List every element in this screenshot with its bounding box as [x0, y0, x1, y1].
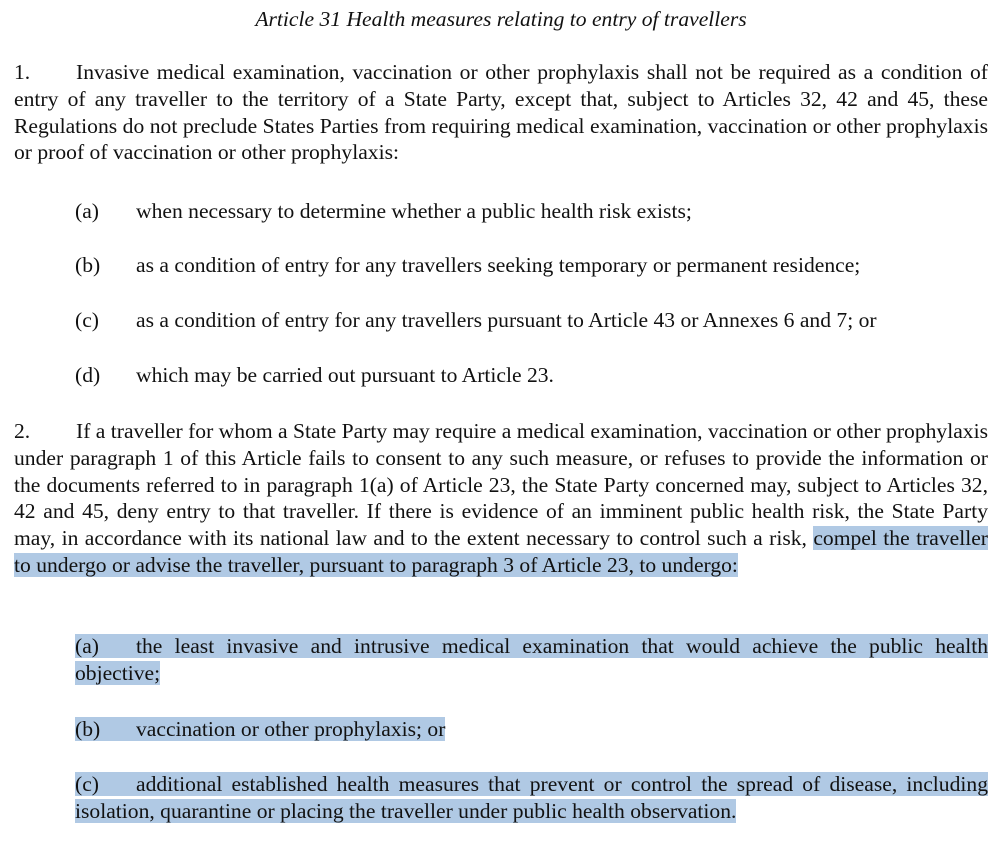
paragraph-1-item-b	[75, 252, 988, 279]
item-label: (c)	[75, 308, 99, 332]
item-label: (a)	[75, 199, 99, 223]
paragraph-2-number: 2.	[14, 419, 31, 443]
item-text: the least invasive and intrusive medical examination that would achieve the public health objective;	[75, 634, 988, 685]
highlighted-text: compel the traveller to undergo or advise the traveller, pursuant to paragraph 3 of Article 23, to undergo:	[14, 526, 988, 577]
item-text: as a condition of entry for any travellers seeking temporary or permanent residence;	[136, 253, 861, 277]
item-text: which may be carried out pursuant to Article 23.	[136, 363, 554, 387]
article-title: Article 31 Health measures relating to entry of travellers	[255, 7, 747, 31]
item-text: vaccination or other prophylaxis; or	[136, 717, 446, 741]
item-text: additional established health measures that prevent or control the spread of disease, including isolation, quarantine or placing the traveller under public health observation.	[75, 772, 988, 823]
item-text: when necessary to determine whether a public health risk exists;	[136, 199, 692, 223]
item-label: (a)	[75, 634, 99, 658]
highlighted-item-text	[75, 634, 988, 685]
highlighted-item-text	[75, 772, 988, 823]
paragraph-1-number: 1.	[14, 60, 31, 84]
paragraph-2-text: If a traveller for whom a State Party may require a medical examination, vaccination or other prophylaxis under paragraph 1 of this Article fails to consent to any such measure, or refuses to provide the information or the documents referred to in paragraph 1(a) of Article 23, the State Party concerned may, subject to Articles 32, 42 and 45, deny entry to that traveller. If there is evidence of an imminent public health risk, the State Party may, in accordance with its national law and to the extent necessary to control such a risk,	[14, 419, 988, 551]
paragraph-2-item-b	[75, 716, 988, 743]
paragraph-1	[14, 59, 988, 166]
paragraph-2-item-c	[75, 771, 988, 825]
item-label: (b)	[75, 253, 101, 277]
item-label: (b)	[75, 717, 101, 741]
paragraph-1-item-a	[75, 198, 988, 225]
highlighted-item-text	[75, 717, 445, 741]
paragraph-2	[14, 418, 988, 579]
paragraph-1-item-c	[75, 307, 988, 334]
paragraph-2-item-a	[75, 633, 988, 687]
item-label: (c)	[75, 772, 99, 796]
item-label: (d)	[75, 363, 101, 387]
paragraph-1-item-d	[75, 362, 988, 389]
paragraph-1-text: Invasive medical examination, vaccination or other prophylaxis shall not be required as a condition of entry of any traveller to the territory of a State Party, except that, subject to Articles 32, 42 and 45, these Regulations do not preclude States Parties from requiring medical examination, vaccination or other prophylaxis or proof of vaccination or other prophylaxis:	[14, 60, 988, 165]
item-text: as a condition of entry for any travellers pursuant to Article 43 or Annexes 6 and 7; or	[136, 308, 877, 332]
